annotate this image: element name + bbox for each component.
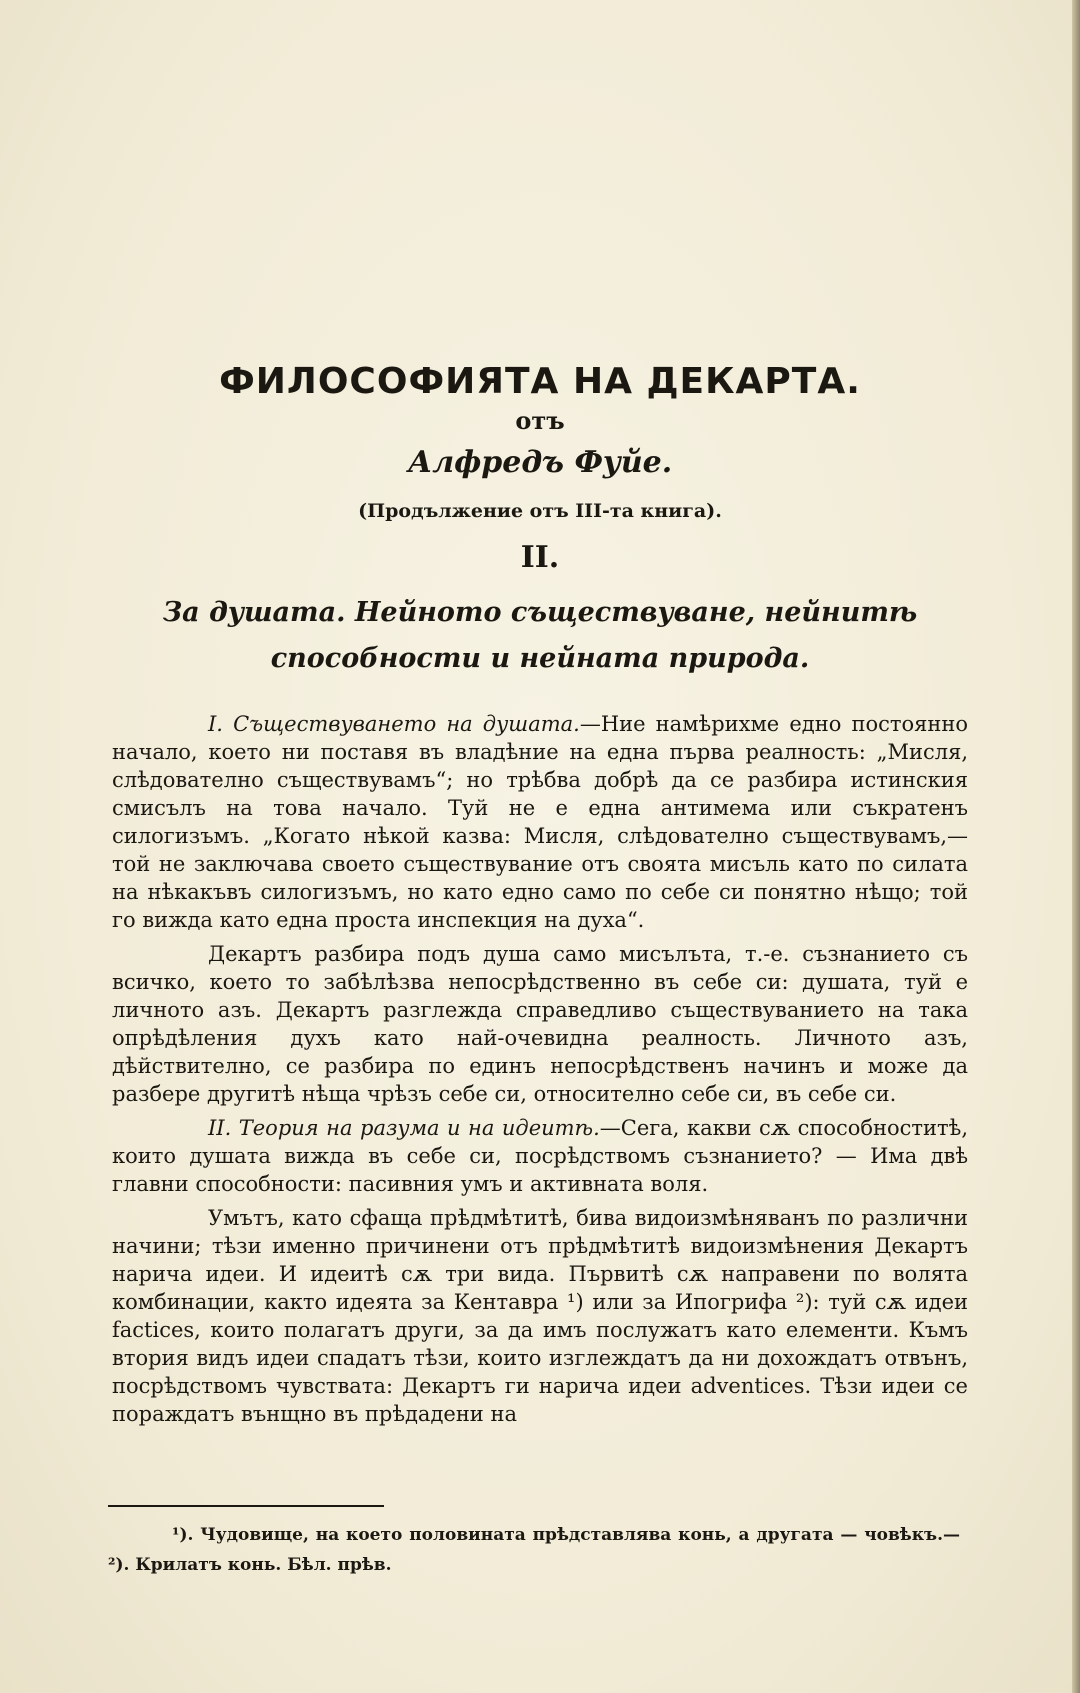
article-body <box>112 710 968 1428</box>
footnote: ¹). Чудовище, на което половината прѣдставлява конь, а другата — човѣкъ.— ²). Крилатъ конь. Бѣл. прѣв. <box>108 1525 960 1575</box>
byline-preposition: отъ <box>515 406 565 435</box>
paragraph-text: Декартъ разбира подъ душа само мисълъта, т.-е. съзнанието съ всичко, което то забѣлѣзва непосрѣдственно въ себе си: душата, туй е личното азъ. Декартъ разглежда справедливо съществуванието на така опрѣдѣления духъ като най-очевидна реалность. Личното азъ, дѣйствително, се разбира по единъ непосрѣдственъ начинъ и може да разбере другитѣ нѣща чрѣзъ себе си, относително себе си, въ себе си. <box>112 942 968 1106</box>
section-title: За душата. Нейното съществуване, нейнитѣ способности и нейната природа. <box>162 597 918 674</box>
article-title: ФИЛОСОФИЯТА НА ДЕКАРТА. <box>219 361 861 402</box>
author-name: Алфредъ Фуйе. <box>407 445 673 480</box>
continuation-note: (Продължение отъ III-та книга). <box>358 500 722 522</box>
page-edge <box>1072 0 1080 1693</box>
paragraph-text: Умътъ, като сфаща прѣдмѣтитѣ, бива видоизмѣняванъ по различни начини; тѣзи именно причинени отъ прѣдмѣтитѣ видоизмѣнения Декартъ нарича идеи. И идеитѣ сѫ три вида. Първитѣ сѫ направени по волята комбинации, както идеята за Кентавра ¹) или за Ипогрифа ²): туй сѫ идеи factices, които полагатъ други, за да имъ послужатъ като елементи. Къмъ втория видъ идеи спадатъ тѣзи, които изглеждатъ да ни дохождатъ отвънъ, посрѣдствомъ чувствата: Декартъ ги нарича идеи adventices. Тѣзи идеи се пораждатъ вънщно въ прѣдадени на <box>112 1206 968 1426</box>
paragraph-heading: II. Теория на разума и на идеитѣ. <box>208 1116 600 1140</box>
paragraph-text: —Сега, какви сѫ способноститѣ, които душата вижда въ себе си, посрѣдствомъ съзнанието? — Има двѣ главни способности: пасивния умъ и активната воля. <box>112 1116 968 1196</box>
paragraph <box>112 1114 968 1198</box>
paragraph-text: —Ние намѣрихме едно постоянно начало, което ни поставя въ владѣние на една първа реалность: „Мисля, слѣдователно съществувамъ“; но трѣбва добрѣ да се разбира истинския смисълъ на това начало. Туй не е една антимема или съкратенъ силогизъмъ. „Когато нѣкой казва: Мисля, слѣдователно съществувамъ,—той не заключава своето съществувание отъ своята мисъль като по силата на нѣкакъвъ силогизъмъ, но като едно само по себе си понятно нѣщо; той го вижда като една проста инспекция на духа“. <box>112 712 968 932</box>
paragraph-heading: I. Съществуването на душата. <box>208 712 580 736</box>
paragraph <box>112 940 968 1108</box>
article-column <box>112 360 968 1434</box>
footnote-divider <box>108 1505 384 1507</box>
paragraph <box>112 710 968 934</box>
section-number: II. <box>520 540 560 575</box>
paragraph <box>112 1204 968 1428</box>
